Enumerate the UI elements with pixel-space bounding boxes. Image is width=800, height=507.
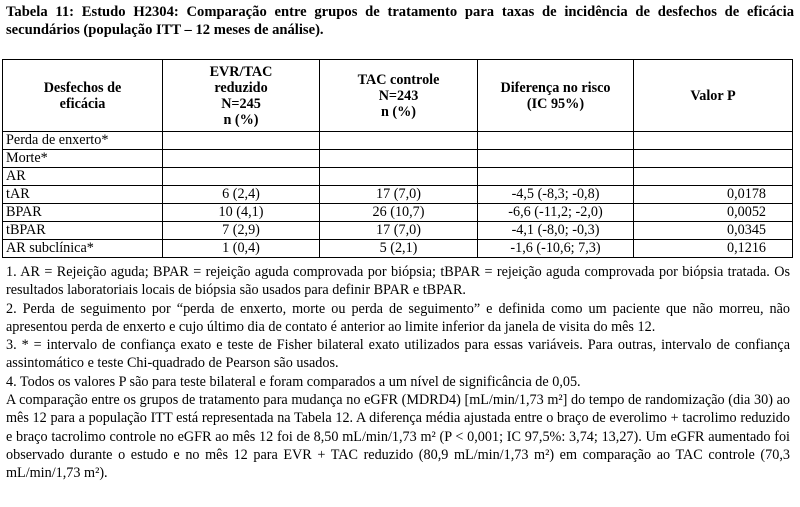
table-row <box>3 168 793 186</box>
table-row <box>3 204 793 222</box>
table-caption: Tabela 11: Estudo H2304: Comparação entre grupos de tratamento para taxas de incidência de desfechos de eficácia secundários (população ITT – 12 meses de análise). <box>6 4 794 38</box>
results-table <box>2 59 793 258</box>
table-row <box>3 132 793 150</box>
row-label: tAR <box>3 186 163 204</box>
header-row <box>3 60 793 132</box>
row-label: Perda de enxerto* <box>3 132 163 150</box>
table-footnotes <box>6 263 790 483</box>
cell-tac: 5 (2,1) <box>320 240 478 258</box>
cell-diff: -6,6 (-11,2; -2,0) <box>478 204 634 222</box>
row-label: Morte* <box>3 150 163 168</box>
cell-evr: 1 (0,4) <box>163 240 320 258</box>
cell-evr: 7 (2,9) <box>163 222 320 240</box>
header-valor-p: Valor P <box>634 60 793 132</box>
cell-tac <box>320 168 478 186</box>
table-row <box>3 222 793 240</box>
cell-evr: 10 (4,1) <box>163 204 320 222</box>
cell-p: 0,0345 <box>634 222 793 240</box>
row-label: BPAR <box>3 204 163 222</box>
table-row <box>3 240 793 258</box>
cell-evr <box>163 150 320 168</box>
cell-evr <box>163 168 320 186</box>
row-label: tBPAR <box>3 222 163 240</box>
cell-p: 0,1216 <box>634 240 793 258</box>
row-label: AR <box>3 168 163 186</box>
table-body <box>3 132 793 258</box>
cell-tac <box>320 132 478 150</box>
cell-evr <box>163 132 320 150</box>
header-evr-tac: EVR/TAC reduzido N=245 n (%) <box>163 60 320 132</box>
cell-tac <box>320 150 478 168</box>
cell-tac: 26 (10,7) <box>320 204 478 222</box>
footnote-4: 4. Todos os valores P são para teste bilateral e foram comparados a um nível de significância de 0,05. <box>6 373 581 390</box>
cell-diff: -1,6 (-10,6; 7,3) <box>478 240 634 258</box>
footnote-1: 1. AR = Rejeição aguda; BPAR = rejeição aguda comprovada por biópsia; tBPAR = rejeição aguda comprovada por biópsia tratada. Os resultados laboratoriais locais de biópsia são usados para definir BPAR e tBPAR. <box>6 264 790 299</box>
cell-diff <box>478 132 634 150</box>
cell-evr: 6 (2,4) <box>163 186 320 204</box>
cell-tac: 17 (7,0) <box>320 222 478 240</box>
body-paragraph: A comparação entre os grupos de tratamento para mudança no eGFR (MDRD4) [mL/min/1,73 m²] do tempo de randomização (dia 30) ao mês 12 para a população ITT está representada na Tabela 12. A diferença média ajustada entre o braço de everolimo + tacrolimo reduzido e braço tacrolimo controle no eGFR ao mês 12 foi de 8,50 mL/min/1,73 m² (P < 0,001; IC 97,5%: 3,74; 13,27). Um eGFR aumentado foi observado durante o estudo e no mês 12 para EVR + TAC reduzido (80,9 mL/min/1,73 m²) em comparação ao TAC controle (70,3 mL/min/1,73 m²). <box>6 392 790 482</box>
cell-diff: -4,1 (-8,0; -0,3) <box>478 222 634 240</box>
cell-tac: 17 (7,0) <box>320 186 478 204</box>
cell-p: 0,0178 <box>634 186 793 204</box>
row-label: AR subclínica* <box>3 240 163 258</box>
cell-p <box>634 168 793 186</box>
footnote-2: 2. Perda de seguimento por “perda de enxerto, morte ou perda de seguimento” e definida como um paciente que não morreu, não apresentou perda de enxerto e cujo último dia de contato é anterior ao limite inferior da janela de visita do mês 12. <box>6 300 790 335</box>
table-header <box>3 60 793 132</box>
cell-p <box>634 150 793 168</box>
header-tac-controle: TAC controle N=243 n (%) <box>320 60 478 132</box>
table-row <box>3 186 793 204</box>
cell-diff <box>478 150 634 168</box>
header-desfechos: Desfechos de eficácia <box>3 60 163 132</box>
cell-diff <box>478 168 634 186</box>
cell-p: 0,0052 <box>634 204 793 222</box>
cell-p <box>634 132 793 150</box>
cell-diff: -4,5 (-8,3; -0,8) <box>478 186 634 204</box>
header-diferenca-risco: Diferença no risco (IC 95%) <box>478 60 634 132</box>
table-row <box>3 150 793 168</box>
footnote-3: 3. * = intervalo de confiança exato e teste de Fisher bilateral exato utilizados para essas variáveis. Para outras, intervalo de confiança assintomático e teste Chi-quadrado de Pearson são usados. <box>6 337 790 372</box>
